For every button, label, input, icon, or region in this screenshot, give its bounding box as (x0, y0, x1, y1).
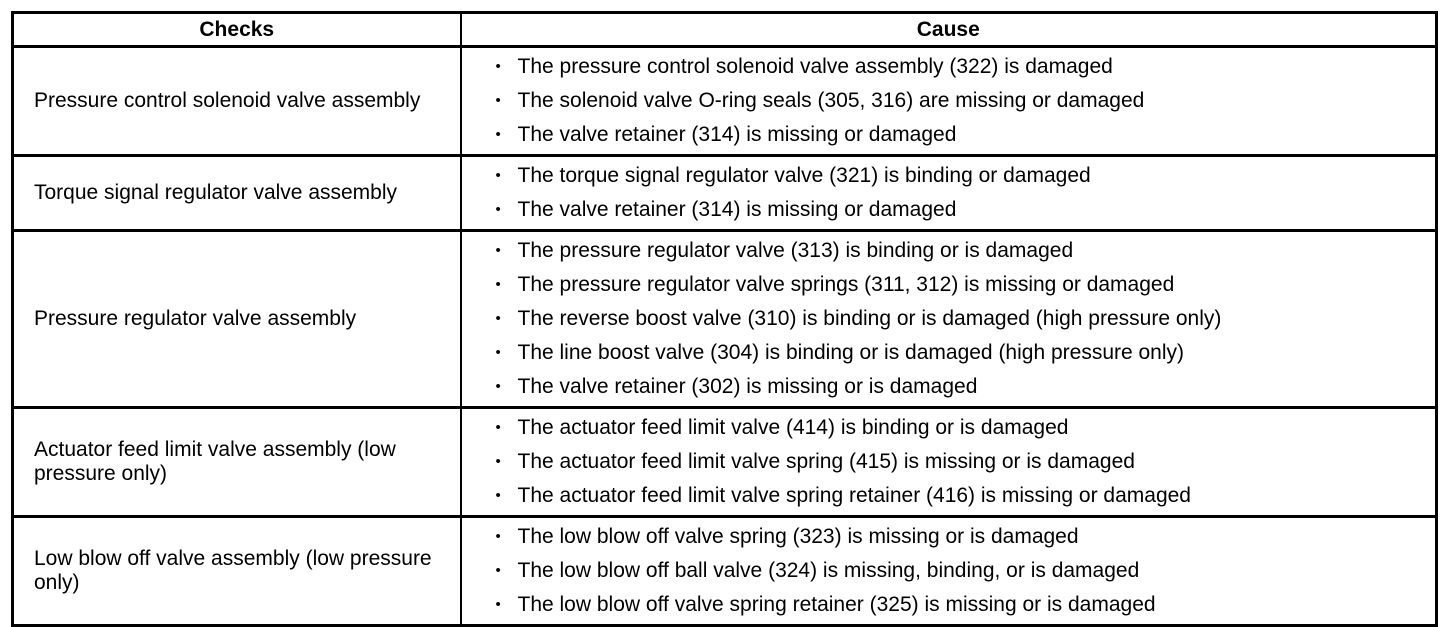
check-cell: Actuator feed limit valve assembly (low pressure only) (13, 408, 461, 517)
bullet-icon: • (495, 562, 501, 579)
cause-text: The low blow off valve spring retainer (325) is missing or is damaged (517, 593, 1156, 616)
cause-text: The pressure control solenoid valve assembly (322) is damaged (517, 55, 1113, 78)
cause-item (496, 588, 1436, 622)
cause-item (496, 268, 1436, 302)
check-cell: Torque signal regulator valve assembly (13, 156, 461, 231)
header-checks: Checks (13, 13, 461, 47)
cause-text: The pressure regulator valve springs (311, 312) is missing or damaged (517, 273, 1175, 296)
table-row (13, 231, 1437, 408)
header-cause: Cause (461, 13, 1437, 47)
table-row (13, 408, 1437, 517)
bullet-icon: • (495, 344, 501, 361)
cause-text: The torque signal regulator valve (321) is binding or damaged (517, 164, 1091, 187)
cause-text: The low blow off ball valve (324) is missing, binding, or is damaged (517, 559, 1140, 582)
cause-item (496, 84, 1436, 118)
cause-text: The actuator feed limit valve (414) is binding or is damaged (517, 416, 1069, 439)
cause-item (496, 370, 1436, 404)
bullet-icon: • (495, 201, 501, 218)
cause-item (496, 479, 1436, 513)
cause-item (496, 234, 1436, 268)
cause-item (496, 193, 1436, 227)
cause-text: The valve retainer (302) is missing or is damaged (517, 375, 978, 398)
bullet-icon: • (495, 58, 501, 75)
cause-text: The valve retainer (314) is missing or damaged (517, 123, 957, 146)
header-row (13, 13, 1437, 47)
cause-item (496, 554, 1436, 588)
bullet-icon: • (495, 378, 501, 395)
table-row (13, 47, 1437, 156)
check-cell: Pressure regulator valve assembly (13, 231, 461, 408)
bullet-icon: • (495, 419, 501, 436)
cause-list (462, 518, 1436, 624)
cause-text: The actuator feed limit valve spring retainer (416) is missing or damaged (517, 484, 1191, 507)
cause-list (462, 157, 1436, 229)
cause-text: The low blow off valve spring (323) is missing or is damaged (517, 525, 1079, 548)
cause-text: The valve retainer (314) is missing or damaged (517, 198, 957, 221)
bullet-icon: • (495, 310, 501, 327)
cause-cell (461, 231, 1437, 408)
bullet-icon: • (495, 126, 501, 143)
bullet-icon: • (495, 167, 501, 184)
cause-text: The line boost valve (304) is binding or is damaged (high pressure only) (517, 341, 1185, 364)
cause-item (496, 520, 1436, 554)
bullet-icon: • (495, 92, 501, 109)
cause-text: The solenoid valve O-ring seals (305, 316) are missing or damaged (517, 89, 1145, 112)
cause-item (496, 445, 1436, 479)
bullet-icon: • (495, 276, 501, 293)
cause-item (496, 336, 1436, 370)
cause-item (496, 302, 1436, 336)
table-row (13, 517, 1437, 626)
bullet-icon: • (495, 528, 501, 545)
table-row (13, 156, 1437, 231)
bullet-icon: • (495, 487, 501, 504)
cause-cell (461, 517, 1437, 626)
cause-list (462, 409, 1436, 515)
bullet-icon: • (495, 242, 501, 259)
check-cell: Pressure control solenoid valve assembly (13, 47, 461, 156)
cause-list (462, 48, 1436, 154)
cause-text: The actuator feed limit valve spring (415) is missing or is damaged (517, 450, 1135, 473)
cause-cell (461, 408, 1437, 517)
cause-text: The reverse boost valve (310) is binding or is damaged (high pressure only) (517, 307, 1222, 330)
cause-text: The pressure regulator valve (313) is binding or is damaged (517, 239, 1074, 262)
cause-item (496, 118, 1436, 152)
diagnostic-table (11, 11, 1438, 627)
cause-item (496, 50, 1436, 84)
cause-item (496, 159, 1436, 193)
cause-cell (461, 156, 1437, 231)
check-cell: Low blow off valve assembly (low pressure only) (13, 517, 461, 626)
cause-list (462, 232, 1436, 406)
cause-item (496, 411, 1436, 445)
bullet-icon: • (495, 453, 501, 470)
cause-cell (461, 47, 1437, 156)
bullet-icon: • (495, 596, 501, 613)
